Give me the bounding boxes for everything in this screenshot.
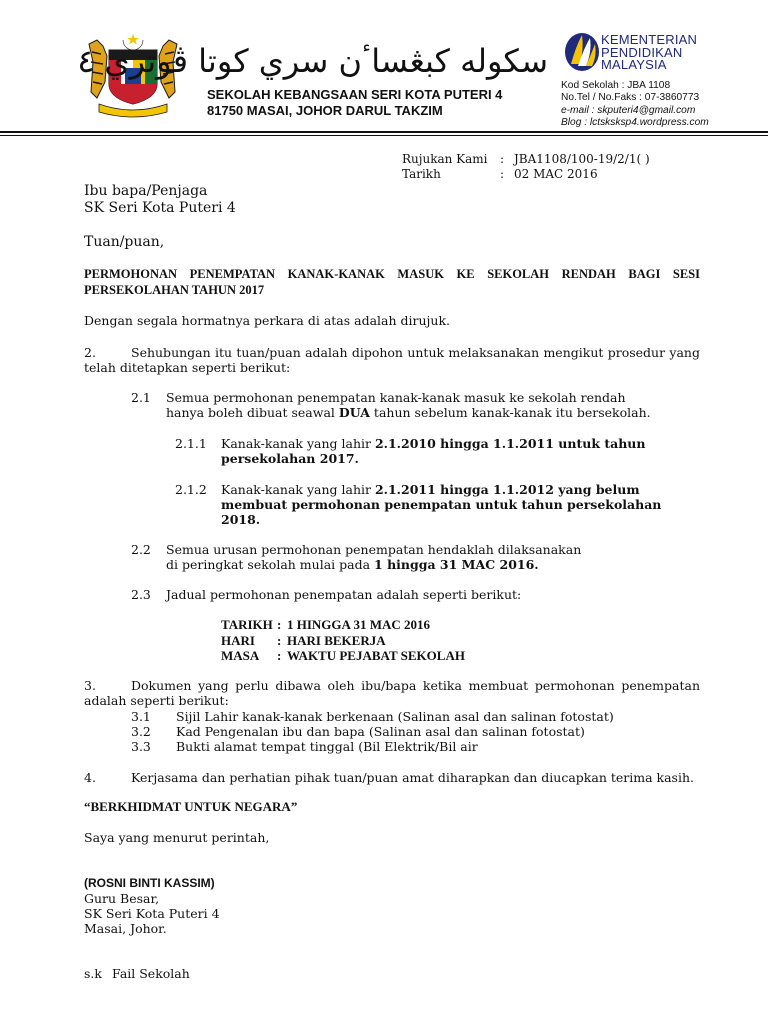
rujukan-value: JBA1108/100-19/2/1( ) (514, 152, 650, 166)
ministry-name (601, 34, 697, 72)
school-phone-fax: No.Tel / No.Faks : 07-3860773 (561, 92, 700, 104)
p22-line-2-bold: 1 hingga 31 MAC 2016. (374, 557, 539, 572)
p22-line-2a: di peringkat sekolah mulai pada (166, 557, 375, 572)
school-address: 81750 MASAI, JOHOR DARUL TAKZIM (207, 103, 443, 118)
p21-line-1: Semua permohonan penempatan kanak-kanak masuk ke sekolah rendah (166, 390, 626, 405)
p2-line-2: telah ditetapkan seperti berikut: (84, 360, 291, 375)
cc-value: Fail Sekolah (112, 966, 190, 981)
motto: “BERKHIDMAT UNTUK NEGARA” (84, 799, 298, 814)
p212-line-2: membuat permohonan penempatan untuk tahun persekolahan (221, 497, 662, 512)
school-blog: Blog : lctsksksp4.wordpress.com (561, 117, 709, 129)
p212-bold-1: 2.1.2011 hingga 1.1.2012 yang belum (374, 482, 640, 497)
schedule-label: HARI (221, 632, 255, 648)
p3-line-2: adalah seperti berikut: (84, 693, 229, 708)
p3-item-number: 3.2 (131, 724, 151, 739)
p22-number: 2.2 (131, 542, 151, 557)
school-code: Kod Sekolah : JBA 1108 (561, 80, 671, 91)
p212-line-1 (221, 482, 640, 497)
p21-line-2-bold: DUA (338, 405, 370, 420)
p3-item-text: Bukti alamat tempat tinggal (Bil Elektrik/Bil air (176, 739, 478, 754)
ministry-line-1: KEMENTERIAN (601, 32, 698, 47)
p3-item-text: Sijil Lahir kanak-kanak berkenaan (Salinan asal dan salinan fotostat) (176, 709, 614, 724)
subject-heading (84, 266, 700, 298)
p21-line-2a: hanya boleh dibuat seawal (166, 405, 339, 420)
p211-number: 2.1.1 (175, 436, 207, 451)
p23-text: Jadual permohonan penempatan adalah seperti berikut: (166, 587, 522, 602)
p4-number: 4. (84, 770, 96, 785)
p3-number: 3. (84, 678, 96, 693)
schedule-value: 1 HINGGA 31 MAC 2016 (287, 617, 430, 632)
p22-line-2 (166, 557, 539, 572)
salutation: Tuan/puan, (84, 234, 165, 250)
rujukan-label: Rujukan Kami (402, 152, 488, 166)
subject-line-2: PERSEKOLAHAN TAHUN 2017 (84, 283, 265, 297)
cc-label: s.k (84, 966, 102, 981)
tarikh-value: 02 MAC 2016 (514, 167, 598, 181)
p211-line-2: persekolahan 2017. (221, 451, 359, 466)
intro-paragraph: Dengan segala hormatnya perkara di atas adalah dirujuk. (84, 313, 451, 328)
p211-bold-1: 2.1.2010 hingga 1.1.2011 untuk tahun (374, 436, 646, 451)
p2-number: 2. (84, 345, 96, 360)
tarikh-separator: : (500, 167, 505, 181)
p3-item-number: 3.1 (131, 709, 151, 724)
header-divider-thin (0, 135, 768, 136)
recipient-line-1: Ibu bapa/Penjaga (84, 183, 208, 199)
reference-rujukan (402, 152, 488, 167)
ministry-line-2: PENDIDIKAN (601, 44, 683, 60)
schedule-sep: : (277, 617, 282, 632)
signatory-title: Guru Besar, (84, 891, 160, 906)
header-divider-thick (0, 131, 768, 133)
p4-text: Kerjasama dan perhatian pihak tuan/puan amat diharapkan dan diucapkan terima kasih. (131, 770, 694, 785)
school-email: e-mail : skputeri4@gmail.com (561, 104, 696, 116)
p21-number: 2.1 (131, 390, 151, 405)
p212-number: 2.1.2 (175, 482, 207, 497)
signatory-location: Masai, Johor. (84, 921, 167, 936)
schedule-value: HARI BEKERJA (287, 632, 386, 648)
p21-line-2 (166, 405, 651, 420)
schedule-value: WAKTU PEJABAT SEKOLAH (287, 648, 465, 663)
recipient-line-2: SK Seri Kota Puteri 4 (84, 200, 236, 216)
recipient-block (84, 183, 236, 217)
subject-line-1: PERMOHONAN PENEMPATAN KANAK-KANAK MASUK KE SEKOLAH RENDAH BAGI SESI (84, 267, 700, 281)
p21-line-2c: tahun sebelum kanak-kanak itu bersekolah. (369, 405, 651, 420)
schedule-sep: : (277, 632, 282, 648)
p3-item-text: Kad Pengenalan ibu dan bapa (Salinan asal dan salinan fotostat) (176, 724, 585, 739)
p3-item-number: 3.3 (131, 739, 151, 754)
school-name: SEKOLAH KEBANGSAAN SERI KOTA PUTERI 4 (207, 87, 503, 102)
p22-line-1: Semua urusan permohonan penempatan hendaklah dilaksanakan (166, 542, 582, 557)
p23-number: 2.3 (131, 587, 151, 602)
signatory-name: (ROSNI BINTI KASSIM) (84, 876, 215, 890)
p212-text: Kanak-kanak yang lahir (221, 482, 375, 497)
rujukan-separator: : (500, 152, 505, 166)
closing-line: Saya yang menurut perintah, (84, 830, 270, 845)
p212-line-3: 2018. (221, 512, 261, 527)
signatory-school: SK Seri Kota Puteri 4 (84, 906, 220, 921)
school-contact-info (561, 80, 709, 130)
schedule-label: TARIKH (221, 617, 273, 632)
p2-line-1: Sehubungan itu tuan/puan adalah dipohon untuk melaksanakan mengikut prosedur yang (131, 345, 700, 360)
schedule-sep: : (277, 648, 282, 663)
p3-line-1: Dokumen yang perlu dibawa oleh ibu/bapa ketika membuat permohonan penempatan (131, 678, 700, 693)
schedule-label: MASA (221, 648, 260, 663)
p211-line-1 (221, 436, 645, 451)
ministry-line-3: MALAYSIA (601, 57, 667, 72)
p211-text: Kanak-kanak yang lahir (221, 436, 375, 451)
tarikh-label: Tarikh (402, 167, 441, 181)
jawi-school-name: سکوله کبڠسا‌ٴن سري کوتا ڤوتري ٤ (77, 42, 548, 80)
school-name-block (207, 87, 502, 119)
